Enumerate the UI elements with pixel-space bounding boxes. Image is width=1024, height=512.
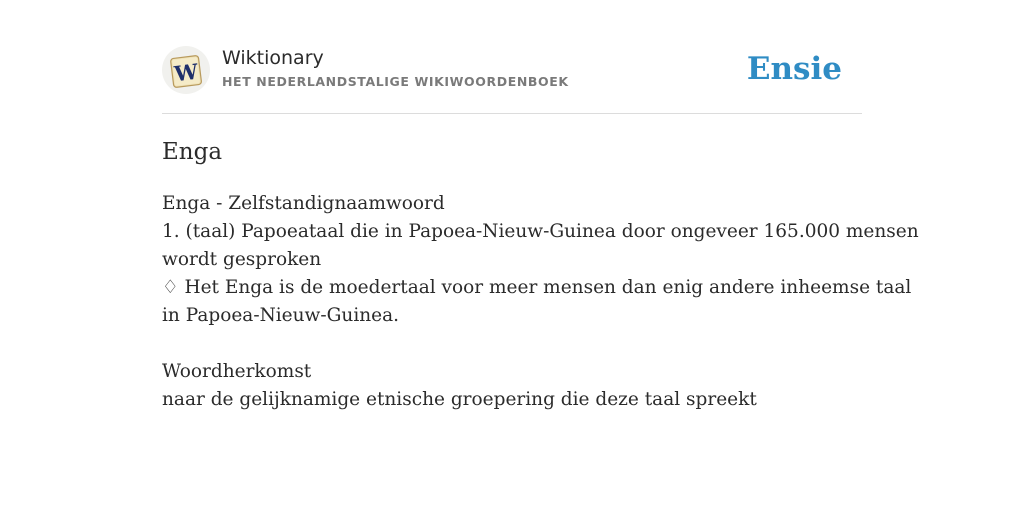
wiktionary-logo-icon[interactable] xyxy=(162,46,210,94)
page-title: Enga xyxy=(162,139,223,165)
definition-line: 1. (taal) Papoeataal die in Papoea-Nieuw-Guinea door ongeveer 165.000 mensen xyxy=(162,221,919,242)
site-header xyxy=(162,46,862,114)
ensie-brand-link[interactable]: Ensie xyxy=(746,51,842,87)
example-line-continued: in Papoea-Nieuw-Guinea. xyxy=(162,305,400,326)
site-name[interactable]: Wiktionary xyxy=(222,47,324,69)
etymology-heading: Woordherkomst xyxy=(162,361,312,382)
etymology-text: naar de gelijknamige etnische groepering die deze taal spreekt xyxy=(162,389,757,410)
part-of-speech-line: Enga - Zelfstandignaamwoord xyxy=(162,193,445,214)
site-tagline: HET NEDERLANDSTALIGE WIKIWOORDENBOEK xyxy=(222,74,569,89)
entry-content xyxy=(162,190,919,414)
logo-letter: W xyxy=(172,58,200,87)
spacer xyxy=(162,330,862,358)
definition-line-continued: wordt gesproken xyxy=(162,249,322,270)
example-line: ♢ Het Enga is de moedertaal voor meer mensen dan enig andere inheemse taal xyxy=(162,277,912,298)
